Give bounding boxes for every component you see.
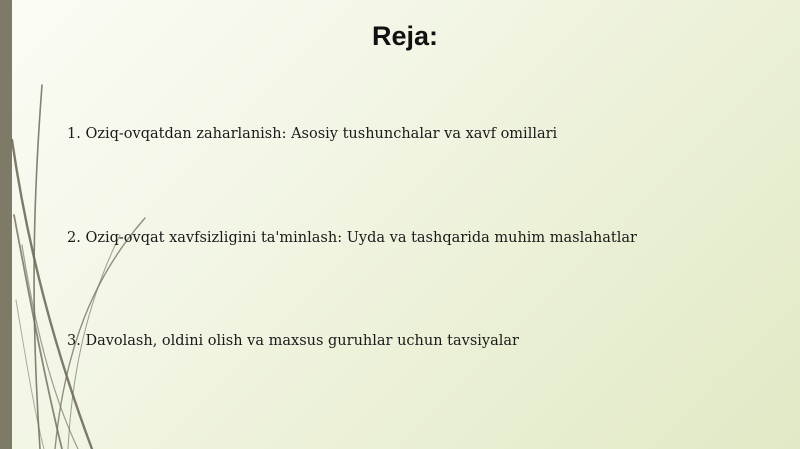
- grass-stroke-decoration: [0, 0, 200, 449]
- plan-item-1: 1. Oziq-ovqatdan zaharlanish: Asosiy tushunchalar va xavf omillari: [67, 126, 558, 142]
- slide-title: Reja:: [371, 21, 439, 51]
- plan-item-3: 3. Davolash, oldini olish va maxsus guruhlar uchun tavsiyalar: [67, 333, 519, 349]
- plan-item-2: 2. Oziq-ovqat xavfsizligini ta'minlash: Uyda va tashqarida muhim maslahatlar: [67, 230, 637, 246]
